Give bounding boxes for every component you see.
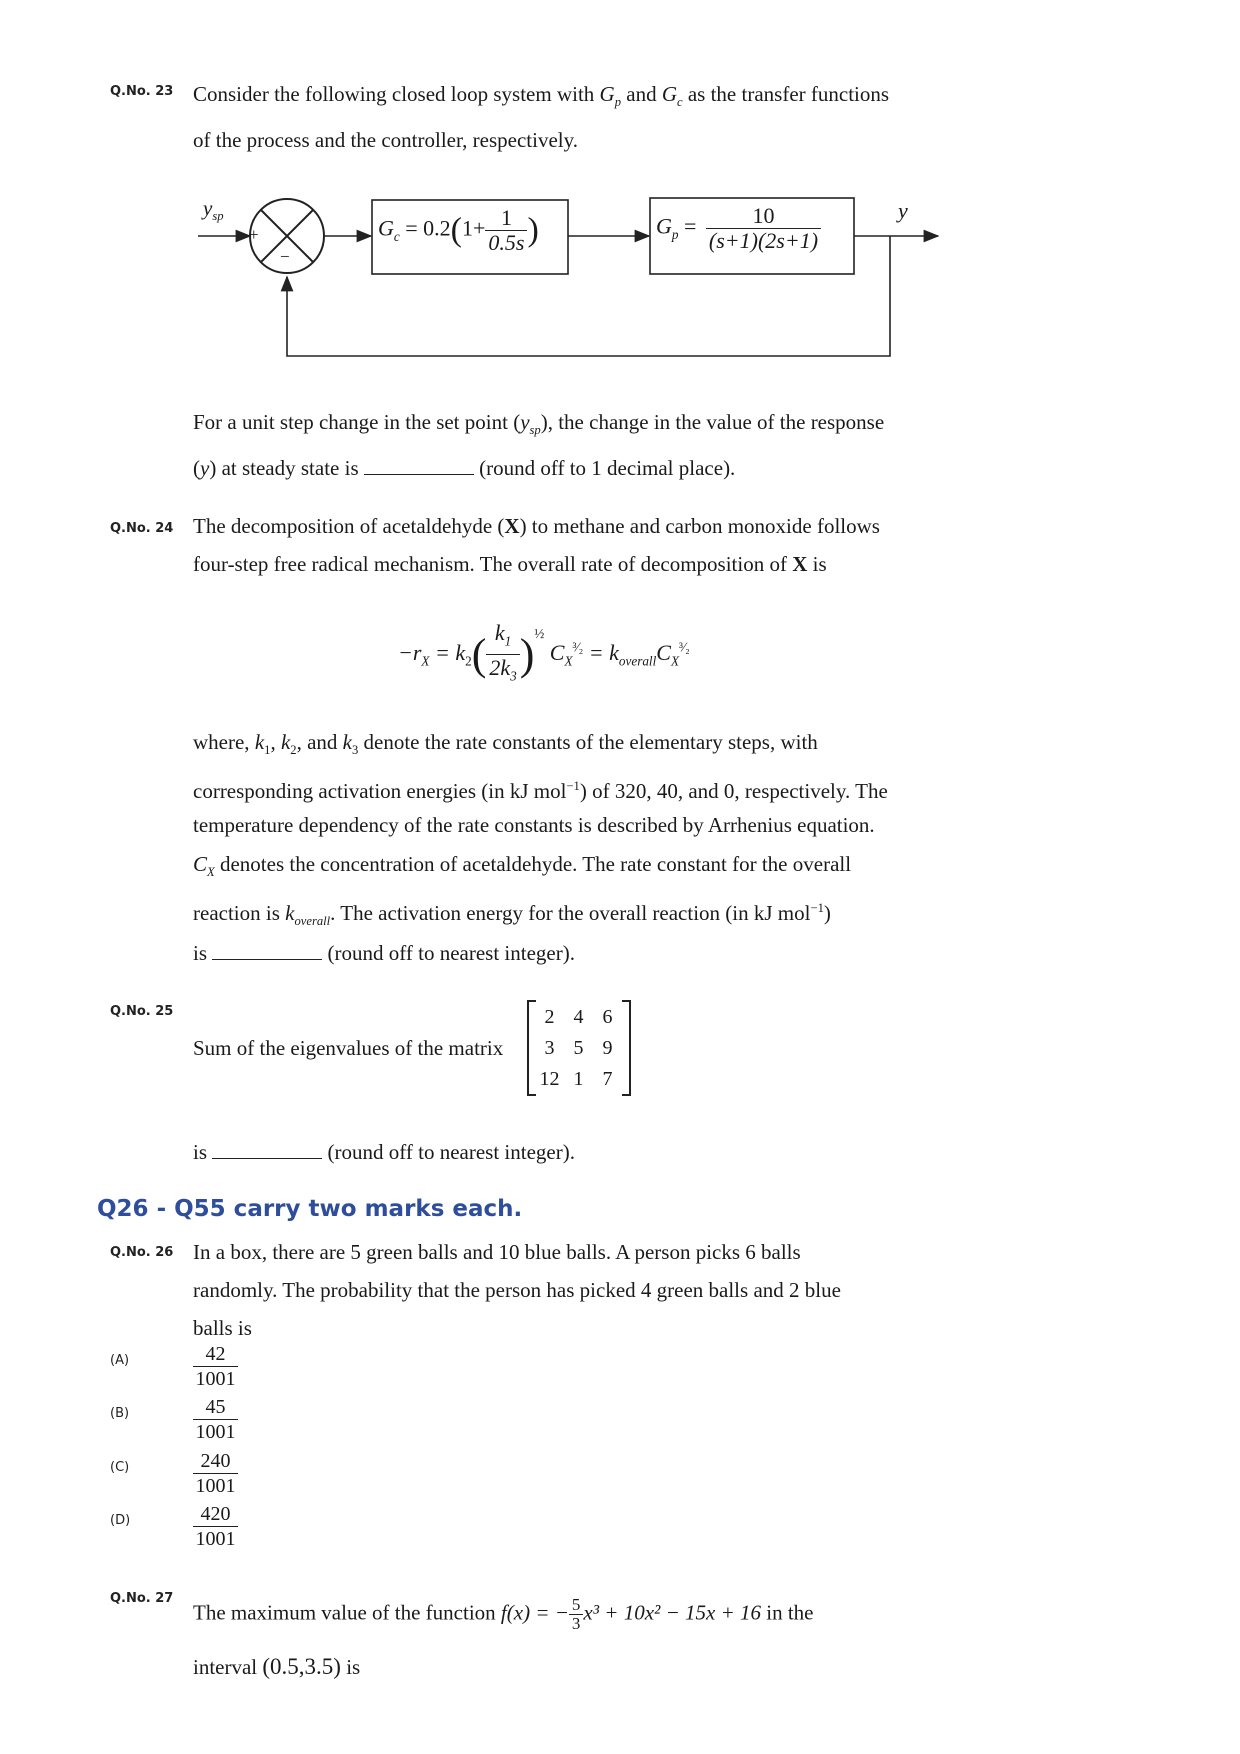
q23-line1: Consider the following closed loop system with $G_p$ and $G_c$ as the transfer functions [193, 82, 890, 110]
section-heading: Q26 - Q55 carry two marks each. [97, 1196, 523, 1222]
option-a[interactable]: 42 1001 [193, 1342, 238, 1391]
q27-line1: The maximum value of the function f(x) = − $\frac{5}{3}$ x³ + 10x² − 15x + 16 in the [193, 1595, 814, 1633]
block-diagram [190, 190, 950, 370]
output-label: y [898, 198, 908, 223]
q25-text: Sum of the eigenvalues of the matrix [193, 1036, 504, 1060]
option-label: (B) [110, 1406, 130, 1421]
q25-line2: is (round off to nearest integer). [193, 1140, 575, 1164]
option-label: (A) [110, 1353, 130, 1368]
process-tf: $G_p$ = $\frac{10}{(s+1)(2s+1)}$ [656, 204, 821, 253]
option-c[interactable]: 240 1001 [193, 1449, 238, 1498]
q24-line1: The decomposition of acetaldehyde (X) to methane and carbon monoxide follows [193, 514, 880, 538]
question-number: Q.No. 25 [110, 1004, 174, 1019]
question-number: Q.No. 23 [110, 84, 174, 99]
q24-line6: $C_X$ denotes the concentration of acetaldehyde. The rate constant for the overall [193, 852, 852, 880]
q27-line2: interval (0.5,3.5) is [193, 1654, 361, 1679]
option-label: (C) [110, 1460, 130, 1475]
gc-symbol: $G_c$ [661, 82, 683, 110]
question-number: Q.No. 24 [110, 521, 174, 536]
answer-blank[interactable] [212, 941, 322, 960]
q23-line2: of the process and the controller, respectively. [193, 128, 578, 152]
matrix: 2 4 6 3 5 9 12 1 7 [527, 1000, 631, 1096]
question-number: Q.No. 26 [110, 1245, 174, 1260]
q24-line7: reaction is $k_{overall}$. The activation energy for the overall reaction (in kJ mol$^{-1}$) [193, 901, 831, 929]
option-b[interactable]: 45 1001 [193, 1395, 238, 1444]
answer-blank[interactable] [364, 456, 474, 475]
option-label: (D) [110, 1513, 131, 1528]
q24-line2: four-step free radical mechanism. The overall rate of decomposition of X is [193, 552, 827, 576]
q24-line4: corresponding activation energies (in kJ mol$^{-1}$) of 320, 40, and 0, respectively. The [193, 779, 888, 803]
q24-line8: is (round off to nearest integer). [193, 941, 575, 965]
minus-sign: − [280, 247, 290, 266]
gp-symbol: $G_p$ [599, 82, 622, 110]
rate-equation: $-r_X = k_2$( $\frac{k_1}{2k_3}$ )$^{\frac{1}{2}}$ $C_X^{^3⁄_2} = k_{overall}C_X^{^3⁄_2}$ [398, 620, 690, 684]
question-number: Q.No. 27 [110, 1591, 174, 1606]
q26-line3: balls is [193, 1316, 252, 1340]
controller-tf: $G_c = 0.2(1+$ $\frac{1}{0.5s}$ ) [378, 205, 539, 255]
q23-line4: (y) at steady state is (round off to 1 decimal place). [193, 456, 736, 480]
q24-line3: where, $k_1$, $k_2$, and $k_3$ denote the rate constants of the elementary steps, with [193, 730, 818, 758]
plus-sign: + [249, 225, 259, 244]
q26-line1: In a box, there are 5 green balls and 10 blue balls. A person picks 6 balls [193, 1240, 801, 1264]
q24-line5: temperature dependency of the rate constants is described by Arrhenius equation. [193, 813, 875, 837]
q23-line3: For a unit step change in the set point $(y_{sp})$, the change in the value of the response [193, 410, 885, 438]
setpoint-label: $y_{sp}$ [203, 196, 224, 224]
q26-line2: randomly. The probability that the person has picked 4 green balls and 2 blue [193, 1278, 841, 1302]
answer-blank[interactable] [212, 1140, 322, 1159]
option-d[interactable]: 420 1001 [193, 1502, 238, 1551]
